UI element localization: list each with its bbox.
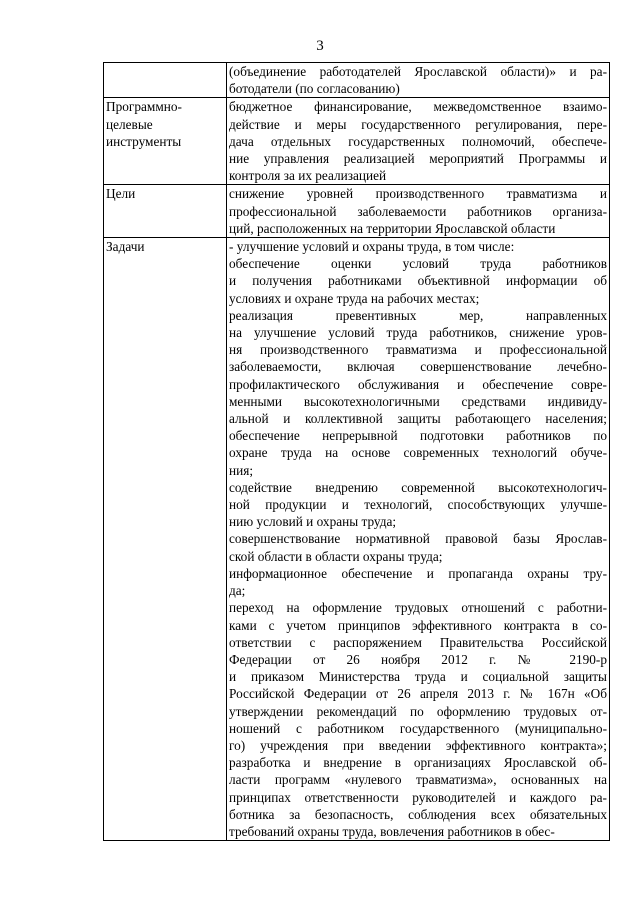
row-text-line: ласти программ «нулевого травматизма», основанных на xyxy=(229,772,607,788)
row-text-line: дача отдельных государственных полномочий, обеспече- xyxy=(229,133,607,149)
row-text-line: ния; xyxy=(229,462,254,478)
row-text-line: профилактического обслуживания и обеспечение совре- xyxy=(229,376,607,392)
row-text-line: нию условий и охраны труда; xyxy=(229,514,397,530)
row-text-line: альной и коллективной защиты работающего населения; xyxy=(229,411,607,427)
table-row xyxy=(104,185,610,238)
row-text-line: информационное обеспечение и пропаганда охраны тру- xyxy=(229,565,607,581)
row-text-line: профессиональной заболеваемости работников организа- xyxy=(229,203,607,219)
row-text-line: го) учреждения при введении эффективного контракта»; xyxy=(229,737,607,753)
row-text-line: содействие внедрению современной высокотехнологич- xyxy=(229,479,607,495)
row-value-cell xyxy=(227,238,610,841)
table-row xyxy=(104,238,610,841)
row-text-line: ня производственного травматизма и профессиональной xyxy=(229,342,607,358)
row-text-line: разработка и внедрение в организациях Ярославской об- xyxy=(229,755,607,771)
row-text-line: ответствии с распоряжением Правительства Российской xyxy=(229,634,607,650)
row-text-line: менными высокотехнологичными средствами индивиду- xyxy=(229,393,607,409)
row-text-line: ской области в области охраны труда; xyxy=(229,548,443,564)
row-value-cell xyxy=(227,98,610,185)
row-text-line: переход на оформление трудовых отношений с работни- xyxy=(229,600,607,616)
row-label-cell xyxy=(104,98,227,185)
row-text-line: и получения работниками объективной информации об xyxy=(229,273,607,289)
row-label-line: инструменты xyxy=(106,133,182,149)
row-text-line: ций, расположенных на территории Ярославской области xyxy=(229,220,556,236)
row-text-line: Федерации от 26 ноября 2012 г. № 2190-р xyxy=(229,651,607,667)
row-text-line: заболеваемости, включая совершенствование лечебно- xyxy=(229,359,607,375)
row-text-line: ками с учетом принципов эффективного контракта в со- xyxy=(229,617,607,633)
row-text-line: контроля за их реализацией xyxy=(229,168,387,184)
row-text-line: требований охраны труда, вовлечения работников в обес- xyxy=(229,823,555,839)
row-label-line: Программно- xyxy=(106,99,182,115)
row-text-line: утверждении рекомендаций по оформлению трудовых от- xyxy=(229,703,607,719)
row-value-cell xyxy=(227,185,610,238)
page-number: 3 xyxy=(316,38,324,54)
row-text-line: принципах ответственности руководителей и каждого ра- xyxy=(229,789,607,805)
table-row xyxy=(104,63,610,98)
row-label-line: Задачи xyxy=(106,239,145,255)
row-text-line: Российской Федерации от 26 апреля 2013 г. № 167н «Об xyxy=(229,686,607,702)
row-text-line: обеспечение непрерывной подготовки работников по xyxy=(229,428,607,444)
row-text-line: реализация превентивных мер, направленных xyxy=(229,307,607,323)
row-text-line: охране труда на основе современных технологий обуче- xyxy=(229,445,607,461)
row-text-line: действие и меры государственного регулирования, пере- xyxy=(229,116,607,132)
row-text-line: условиях и охране труда на рабочих местах; xyxy=(229,290,480,306)
row-text-line: обеспечение оценки условий труда работников xyxy=(229,256,607,272)
row-value-cell xyxy=(227,63,610,98)
row-label-cell xyxy=(104,63,227,98)
row-label-line: целевые xyxy=(106,116,153,132)
row-text-line: бюджетное финансирование, межведомственное взаимо- xyxy=(229,99,607,115)
row-label-cell xyxy=(104,185,227,238)
row-text-line: и приказом Министерства труда и социальной защиты xyxy=(229,669,607,685)
row-text-line: ной продукции и технологий, способствующих улучше- xyxy=(229,497,607,513)
row-text-line: - улучшение условий и охраны труда, в том числе: xyxy=(229,239,515,255)
row-text-line: (объединение работодателей Ярославской области)» и ра- xyxy=(229,64,607,79)
row-label-cell xyxy=(104,238,227,841)
table-row xyxy=(104,98,610,185)
program-passport-table xyxy=(103,62,610,841)
row-text-line: на улучшение условий труда работников, снижение уров- xyxy=(229,325,607,341)
row-text-line: ношений с работником государственного (муниципально- xyxy=(229,720,607,736)
row-label-line: Цели xyxy=(106,186,136,202)
row-text-line: снижение уровней производственного травматизма и xyxy=(229,186,607,202)
row-text-line: да; xyxy=(229,583,246,599)
row-text-line: ботодатели (по согласованию) xyxy=(229,81,400,97)
row-text-line: ние управления реализацией мероприятий Программы и xyxy=(229,151,607,167)
row-text-line: совершенствование нормативной правовой базы Ярослав- xyxy=(229,531,607,547)
row-text-line: ботника за безопасность, соблюдения всех обязательных xyxy=(229,806,607,822)
